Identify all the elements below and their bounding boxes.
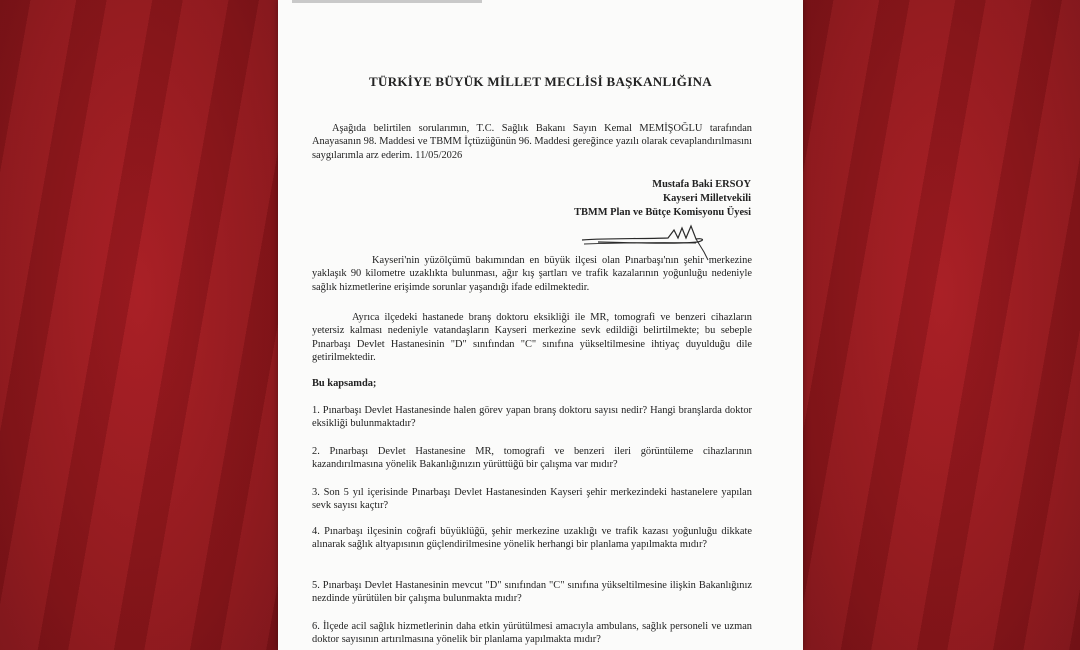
context-paragraph-2: Ayrıca ilçedeki hastanede branş doktoru eksikliği ile MR, tomografi ve benzeri cihazların yetersiz kalması nedeniyle vatandaşların Kayseri merkezine sevk edildiği belirtilmekte; bu sebeple Pınarbaşı Devlet Hastanesinin "D" sınıfından "C" sınıfına yükseltilmesine ihtiyaç duyulduğu dile getirilmektedir. [312, 312, 752, 364]
document-page [278, 0, 803, 650]
red-background-right [803, 0, 1080, 650]
question-4: 4. Pınarbaşı ilçesinin coğrafi büyüklüğü, şehir merkezine uzaklığı ve trafik kazası yoğunluğu dikkate alınarak sağlık altyapısının güçlendirilmesine yönelik herhangi bir planlama yapılmakta mıdır? [312, 526, 752, 551]
question-3: 3. Son 5 yıl içerisinde Pınarbaşı Devlet Hastanesinden Kayseri şehir merkezindeki hastanelere yapılan sevk sayısı kaçtır? [312, 487, 752, 512]
signatory-name: Mustafa Baki ERSOY [652, 179, 751, 190]
question-1: 1. Pınarbaşı Devlet Hastanesinde halen görev yapan branş doktoru sayısı nedir? Hangi branşlarda doktor eksikliği bulunmaktadır? [312, 405, 752, 430]
context-paragraph-1: Kayseri'nin yüzölçümü bakımından en büyük ilçesi olan Pınarbaşı'nın şehir merkezine yaklaşık 90 kilometre uzaklıkta bulunması, ağır kış şartları ve trafik kazalarının yoğunluğu nedeniyle sağlık hizmetlerine erişimde sorunlar yaşandığı ifade edilmektedir. [312, 255, 752, 293]
scope-heading: Bu kapsamda; [312, 378, 377, 389]
intro-paragraph: Aşağıda belirtilen sorularımın, T.C. Sağlık Bakanı Sayın Kemal MEMİŞOĞLU tarafından Anayasanın 98. Maddesi ve TBMM İçtüzüğünün 96. Maddesi gereğince yazılı olarak cevaplandırılmasını saygılarımla arz ederim. 11/05/2026 [312, 123, 752, 161]
question-5: 5. Pınarbaşı Devlet Hastanesinin mevcut "D" sınıfından "C" sınıfına yükseltilmesine ilişkin Bakanlığınız nezdinde yürütülen bir çalışma bulunmakta mıdır? [312, 580, 752, 605]
signature-block [574, 178, 751, 220]
page-edge-strip [292, 0, 482, 3]
signatory-committee: TBMM Plan ve Bütçe Komisyonu Üyesi [574, 207, 751, 218]
question-6: 6. İlçede acil sağlık hizmetlerinin daha etkin yürütülmesi amacıyla ambulans, sağlık personeli ve uzman doktor sayısının artırılmasına yönelik bir planlama yapılmakta mıdır? [312, 621, 752, 646]
red-background-left [0, 0, 278, 650]
document-title: TÜRKİYE BÜYÜK MİLLET MECLİSİ BAŞKANLIĞINA [369, 74, 712, 89]
signatory-role: Kayseri Milletvekili [662, 193, 751, 204]
question-2: 2. Pınarbaşı Devlet Hastanesine MR, tomografi ve benzeri ileri görüntüleme cihazlarının kazandırılmasına yönelik Bakanlığınızın yürüttüğü bir çalışma var mıdır? [312, 446, 752, 471]
